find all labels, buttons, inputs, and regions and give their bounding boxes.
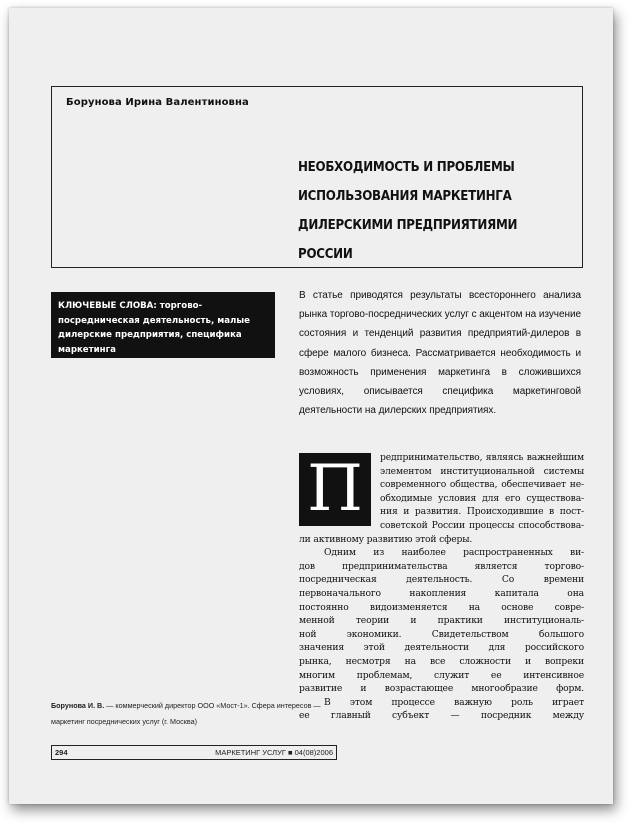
body-line: первоначального накопления капитала она xyxy=(299,587,584,599)
body-line: В этом процессе важную роль играет xyxy=(324,696,584,708)
body-line: обходимые условия для его существова- xyxy=(380,492,584,504)
title-line: ДИЛЕРСКИМИ ПРЕДПРИЯТИЯМИ xyxy=(298,217,518,233)
body-line: редпринимательство, являясь важнейшим xyxy=(380,452,584,463)
drop-cap: П xyxy=(299,453,371,526)
author-note-text: — коммерческий директор ООО «Мост-1». Сфера интересов — маркетинг посреднических услуг (г. Москва) xyxy=(51,701,321,726)
author-note-name: Борунова И. В. xyxy=(51,701,105,710)
journal-issue: МАРКЕТИНГ УСЛУГ ■ 04(08)2006 xyxy=(215,748,333,757)
article-title xyxy=(298,153,544,269)
body-line: ной экономики. Свидетельством большого xyxy=(299,628,584,640)
page-footer xyxy=(51,745,337,760)
title-line: НЕОБХОДИМОСТЬ И ПРОБЛЕМЫ xyxy=(298,159,515,175)
page-number: 294 xyxy=(55,748,68,757)
author-name: Борунова Ирина Валентиновна xyxy=(66,97,249,108)
journal-page xyxy=(9,8,613,804)
article-header xyxy=(51,86,583,268)
body-line: Одним из наиболее распространенных ви- xyxy=(324,547,584,559)
body-line: дов предпринимательства является торгово- xyxy=(299,560,584,572)
author-note xyxy=(51,698,339,730)
body-line: ее главный субъект — посредник между xyxy=(299,710,584,722)
body-line: ния и развития. Происходившие в пост- xyxy=(380,506,584,518)
title-line: ИСПОЛЬЗОВАНИЯ МАРКЕТИНГА xyxy=(298,188,512,204)
body-line: постоянно видоизменяется на основе совре- xyxy=(299,601,584,613)
body-line: современного общества, обеспечивает не- xyxy=(380,479,584,491)
body-line: советской России процессы способствова- xyxy=(380,519,584,531)
keywords-label: КЛЮЧЕВЫЕ СЛОВА: xyxy=(58,301,157,311)
body-line: развитие и возрастающее многообразие форм. xyxy=(299,683,584,695)
body-line: значения этой деятельности для российского xyxy=(299,642,584,654)
body-line: ли активному развитию этой сферы. xyxy=(299,533,473,545)
keywords-box xyxy=(51,292,275,358)
body-line: посредническая деятельность. Со времени xyxy=(299,574,584,586)
title-line: РОССИИ xyxy=(298,246,353,262)
body-line: рынка, несмотря на все сложности и вопреки xyxy=(299,655,584,667)
body-line: элементом институциональной системы xyxy=(380,465,584,477)
body-line: многим проблемам, служит ее интенсивное xyxy=(299,669,584,681)
body-line: менной теории и практики институциональ- xyxy=(299,615,584,627)
article-body xyxy=(299,451,584,723)
keywords-text: торгово-посредническая деятельность, малые дилерские предприятия, специфика маркетинга xyxy=(58,301,250,355)
article-abstract: В статье приводятся результаты всестороннего анализа рынка торгово-посреднических услуг с акцентом на изучение состояния и тенденций развития предприятий-дилеров в сфере малого бизнеса. Рассматривается необходимость и возможность применения маркетинга в сложившихся условиях, описывается специфика маркетинговой деятельности на дилерских предприятиях. xyxy=(299,290,581,417)
